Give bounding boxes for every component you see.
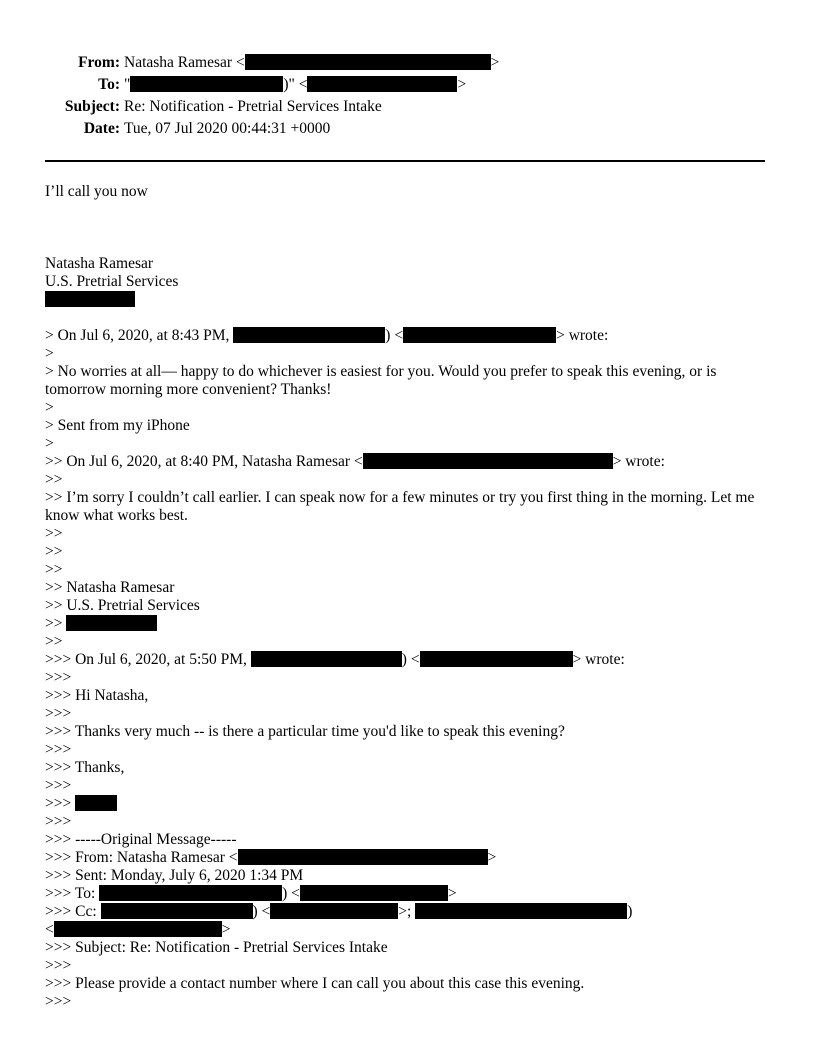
- quote-line: >>: [45, 561, 63, 578]
- quote-line: >>> Subject: Re: Notification - Pretrial Services Intake: [45, 939, 388, 956]
- redacted-email: [403, 327, 556, 343]
- date-row: [0, 119, 520, 139]
- redacted-phone: [45, 291, 135, 307]
- quote-line: > Sent from my iPhone: [45, 417, 190, 434]
- quote-line: >>>: [45, 705, 72, 722]
- quote-line: > On Jul 6, 2020, at 8:43 PM, ) < > wrote:: [45, 327, 609, 344]
- redacted-name: [415, 903, 627, 919]
- redacted-email: [300, 885, 448, 901]
- quote-line: >>> Thanks very much -- is there a particular time you'd like to speak this evening?: [45, 723, 565, 740]
- signature-name: Natasha Ramesar: [45, 255, 154, 272]
- quote-line: >> U.S. Pretrial Services: [45, 597, 200, 614]
- quote-line: >> Natasha Ramesar: [45, 579, 175, 596]
- date-label: Date:: [83, 120, 120, 137]
- subject-label: Subject:: [64, 98, 120, 115]
- from-row: From: Natasha Ramesar < >: [78, 54, 500, 71]
- header-divider: [45, 160, 765, 162]
- quote-line: >>> Hi Natasha,: [45, 687, 149, 704]
- quote-line: >>>: [45, 669, 72, 686]
- quote-line: > No worries at all— happy to do whichever is easiest for you. Would you prefer to speak this evening, or is tomorrow morning more convenient? Thanks!: [45, 363, 717, 398]
- quote-line: >>>: [45, 741, 72, 758]
- to-label: To:: [98, 76, 120, 93]
- quote-line: >>: [45, 615, 157, 633]
- quote-line: >>> -----Original Message-----: [45, 831, 237, 848]
- quote-line: >> I’m sorry I couldn’t call earlier. I can speak now for a few minutes or try you first thing in the morning. Let me know what works best.: [45, 489, 755, 524]
- quote-line: >>: [45, 633, 63, 650]
- quote-line: >>: [45, 471, 63, 488]
- opening-line: I’ll call you now: [45, 183, 148, 200]
- quote-line: >>> Cc: ) < >; ): [45, 903, 633, 920]
- quote-line: >>>: [45, 993, 72, 1010]
- redacted-phone: [66, 615, 157, 631]
- quote-line: >>>: [45, 795, 117, 813]
- redacted-email: [307, 76, 457, 92]
- redacted-name: [99, 885, 282, 901]
- quote-line: >>>: [45, 957, 72, 974]
- redacted-name: [75, 795, 117, 811]
- quote-line: >>>: [45, 813, 72, 830]
- subject-value: Re: Notification - Pretrial Services Intake: [124, 98, 382, 115]
- quote-line: >>> Please provide a contact number where I can call you about this case this evening.: [45, 975, 585, 992]
- quote-line: >>: [45, 525, 63, 542]
- redacted-name: [130, 76, 283, 92]
- redacted-email: [54, 921, 222, 937]
- quote-line: >>> On Jul 6, 2020, at 5:50 PM, ) < > wrote:: [45, 651, 625, 668]
- redacted-name: [101, 903, 253, 919]
- to-row: To: " )" < >: [98, 76, 467, 93]
- quote-line: >>> To: ) < >: [45, 885, 457, 902]
- quote-line: >> On Jul 6, 2020, at 8:40 PM, Natasha Ramesar < > wrote:: [45, 453, 665, 470]
- from-label: From:: [78, 54, 120, 71]
- quote-line: >: [45, 345, 54, 362]
- redacted-name: [233, 327, 385, 343]
- quote-line: < >: [45, 921, 231, 938]
- redacted-email: [420, 651, 573, 667]
- quote-line: >>> Thanks,: [45, 759, 125, 776]
- redacted-email: [238, 849, 488, 865]
- signature-org: U.S. Pretrial Services: [45, 273, 179, 290]
- redacted-email: [270, 903, 398, 919]
- quote-line: >>> From: Natasha Ramesar < >: [45, 849, 497, 866]
- subject-row: [0, 97, 520, 117]
- redacted-email: [363, 453, 613, 469]
- quote-line: >: [45, 399, 54, 416]
- redacted-name: [251, 651, 402, 667]
- quote-line: >>: [45, 543, 63, 560]
- date-value: Tue, 07 Jul 2020 00:44:31 +0000: [124, 120, 331, 137]
- quote-line: >>>: [45, 777, 72, 794]
- quote-line: >>> Sent: Monday, July 6, 2020 1:34 PM: [45, 867, 304, 884]
- redacted-email: [245, 54, 491, 70]
- from-name: Natasha Ramesar <: [124, 54, 245, 71]
- quote-line: >: [45, 435, 54, 452]
- signature-redaction: [45, 291, 135, 309]
